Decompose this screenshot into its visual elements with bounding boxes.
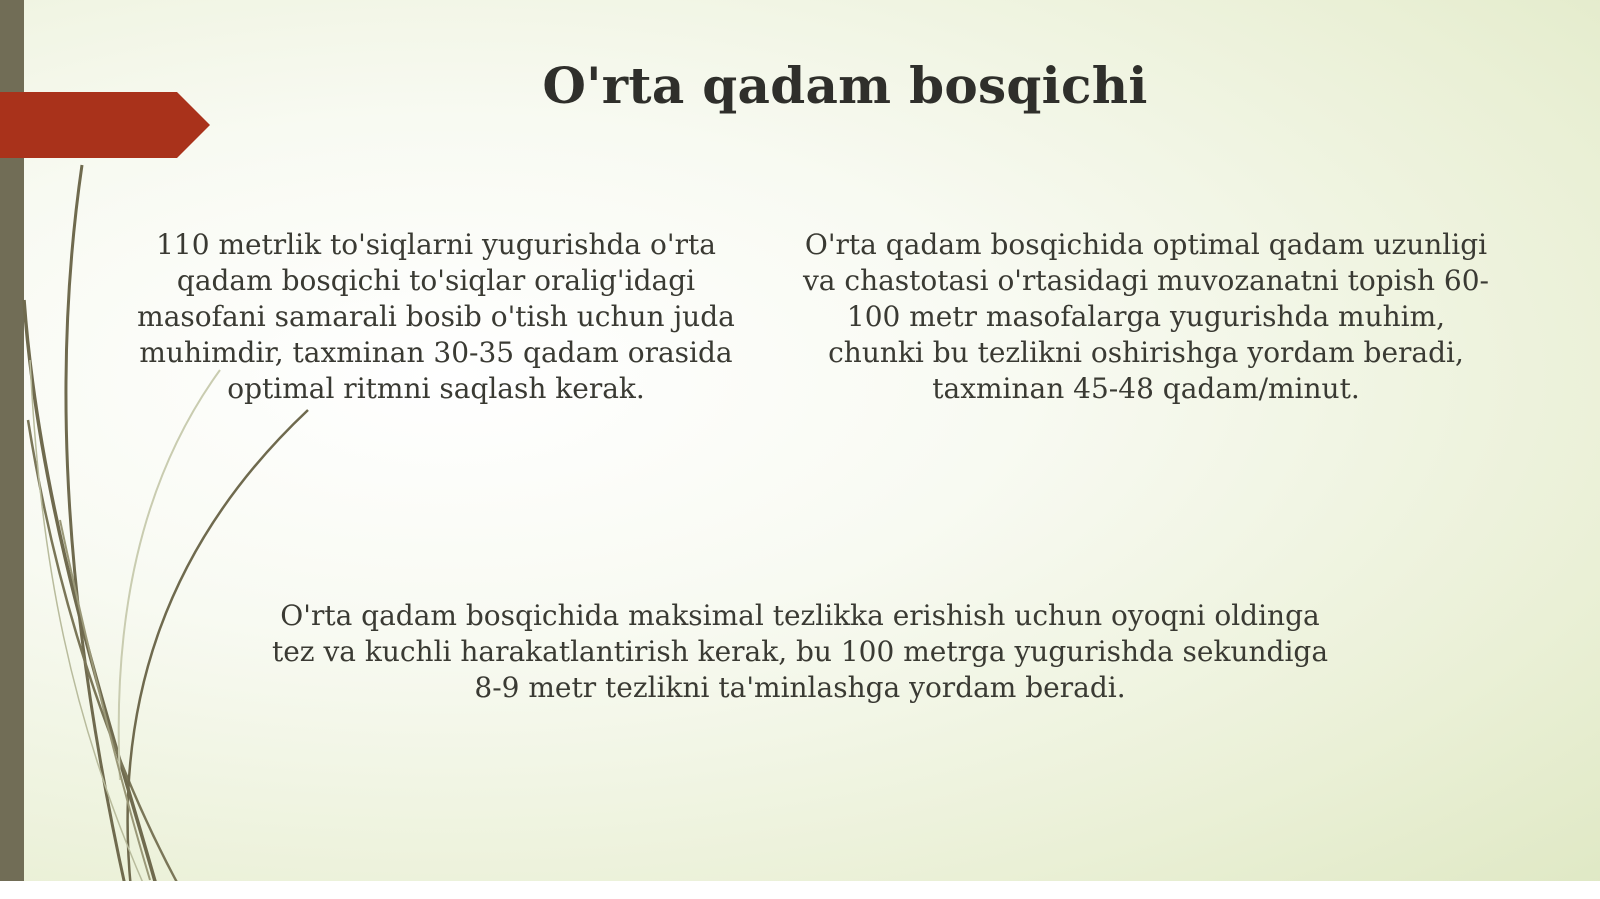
paragraph-right: O'rta qadam bosqichida optimal qadam uzunligi va chastotasi o'rtasidagi muvozanatni topish 60-100 metr masofalarga yugurishda muhim, chunki bu tezlikni oshirishga yordam beradi, taxminan 45-48 qadam/minut. bbox=[802, 228, 1490, 405]
paragraph-bottom: O'rta qadam bosqichida maksimal tezlikka erishish uchun oyoqni oldinga tez va kuchli harakatlantirish kerak, bu 100 metrga yugurishda sekundiga 8-9 metr tezlikni ta'minlashga yordam beradi. bbox=[271, 599, 1329, 704]
red-arrow-tag bbox=[0, 92, 210, 158]
paragraph-left: 110 metrlik to'siqlarni yugurishda o'rta qadam bosqichi to'siqlar oralig'idagi masofani samarali bosib o'tish uchun juda muhimdir, taxminan 30-35 qadam orasida optimal ritmni saqlash kerak. bbox=[137, 228, 735, 405]
slide-title: O'rta qadam bosqichi bbox=[542, 56, 1148, 115]
bottom-edge bbox=[0, 881, 1600, 899]
